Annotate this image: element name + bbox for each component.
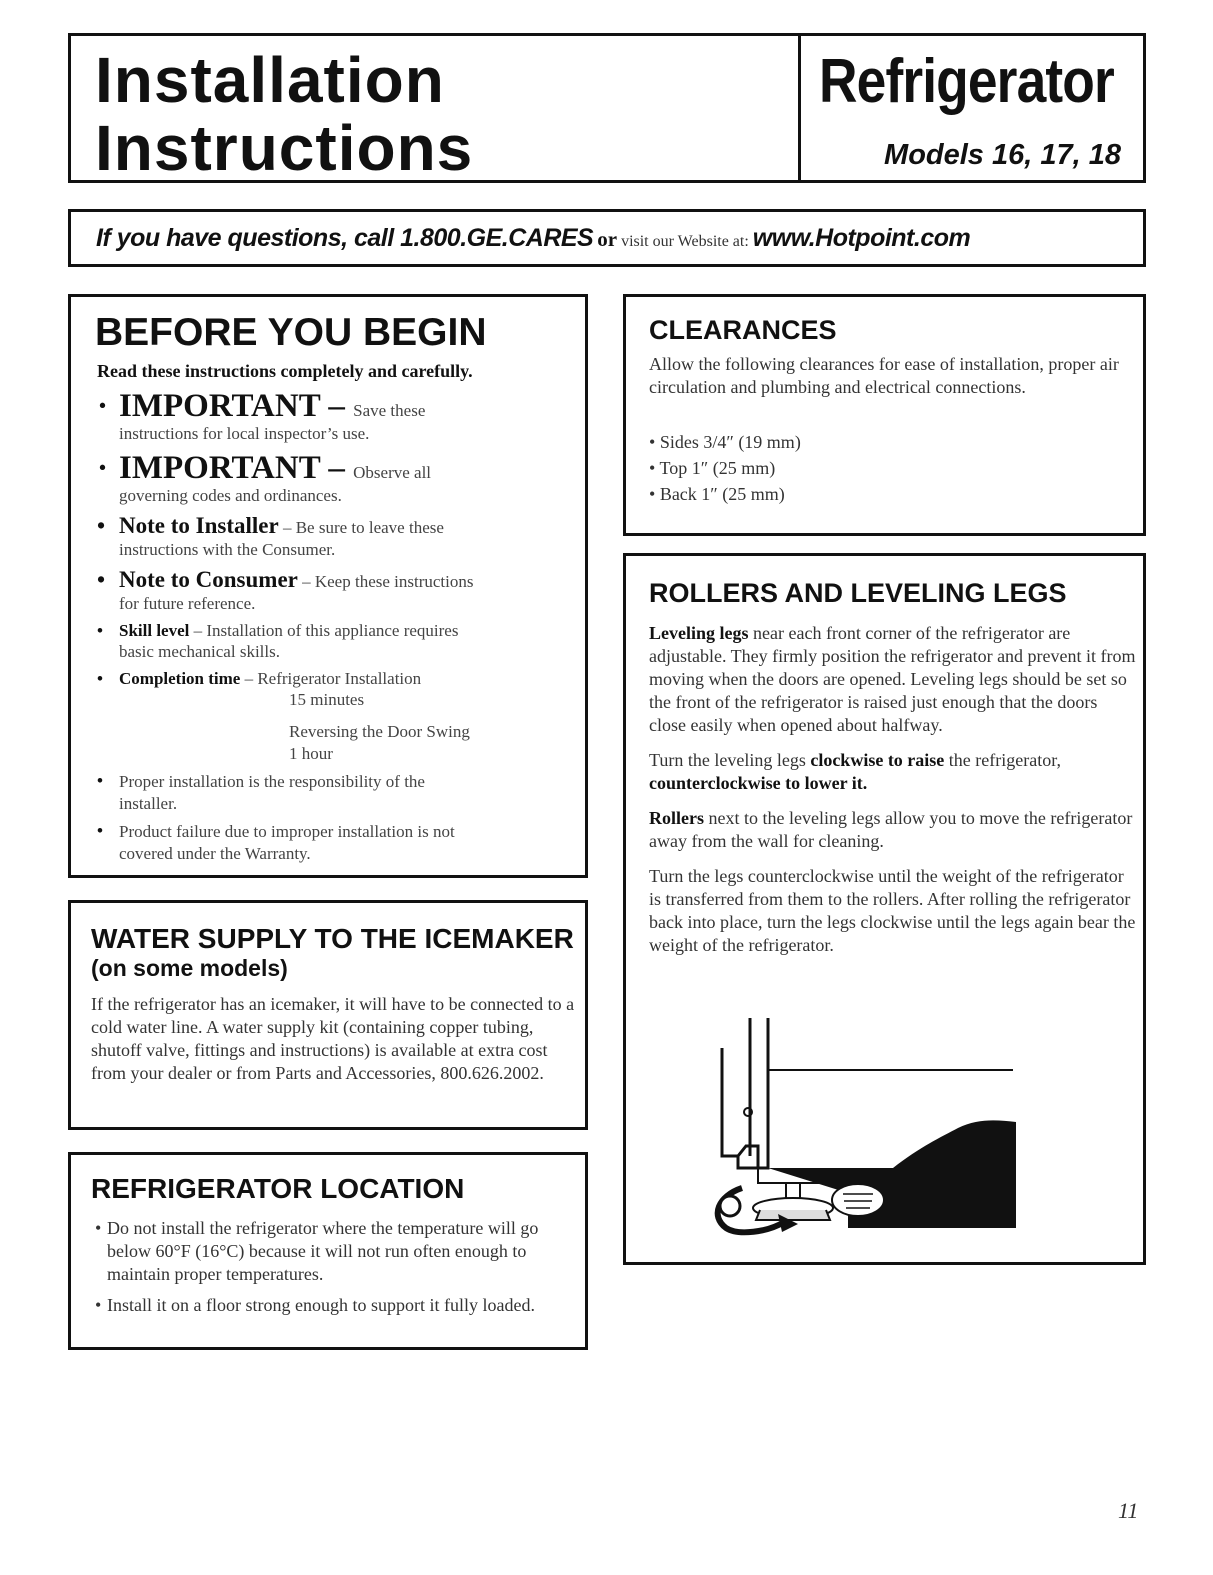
bullet-icon: · (97, 450, 109, 486)
proper-line-1: Proper installation is the responsibility of the (119, 772, 425, 791)
leveling-legs-term: Leveling legs (649, 623, 749, 643)
section-heading: CLEARANCES (649, 315, 837, 345)
list-item: • Sides 3/4″ (19 mm) (649, 432, 801, 452)
title-line-1: Installation (95, 44, 445, 116)
raise-direction: clockwise to raise (810, 750, 945, 770)
section-heading: BEFORE YOU BEGIN (95, 311, 487, 354)
paragraph-text: Turn the legs counterclockwise until the weight of the refrigerator is transferred from them to the rollers. After rolling the refrigerator back into place, turn the legs clockwise until the legs again bear the weight of the refrigerator. (649, 866, 1136, 955)
skill-label: Skill level (119, 621, 190, 640)
section-subheading: (on some models) (91, 955, 288, 981)
contact-phone-text: If you have questions, call 1.800.GE.CARES (96, 224, 594, 252)
bullet-icon: • (97, 821, 103, 840)
paragraph-text: the refrigerator, (944, 750, 1062, 770)
important-tail: Save these (353, 401, 426, 420)
product-name: Refrigerator (819, 47, 1114, 116)
list-item: • Top 1″ (25 mm) (649, 458, 776, 478)
location-list (95, 1217, 575, 1325)
consumer-label: Note to Consumer (119, 567, 298, 592)
list-item (97, 389, 567, 445)
installer-continuation: instructions with the Consumer. (119, 540, 336, 559)
contact-visit-text: visit our Website at: (621, 233, 749, 250)
water-supply-text: If the refrigerator has an icemaker, it will have to be connected to a cold water line. A water supply kit (containing copper tubing, shutoff valve, fittings and instructions) is available at extra cost from your dealer or from Parts and Accessories, 800.626.2002. (91, 994, 575, 1083)
product-panel (801, 36, 1143, 180)
consumer-tail: – Keep these instructions (297, 572, 474, 591)
website-link[interactable]: www.Hotpoint.com (752, 224, 971, 252)
list-item: • Back 1″ (25 mm) (649, 484, 785, 504)
paragraph (649, 622, 1136, 737)
list-item (95, 1217, 575, 1286)
clearance-back: Back 1″ (25 mm) (659, 484, 785, 504)
important-dash: – (320, 388, 354, 424)
proper-line-2: installer. (119, 794, 178, 813)
list-item (97, 567, 567, 615)
location-item-text: Install it on a floor strong enough to support it fully loaded. (107, 1295, 535, 1315)
before-list (97, 389, 567, 871)
list-item (97, 771, 567, 815)
refrigerator-location-section (68, 1152, 588, 1350)
installer-tail: – Be sure to leave these (278, 518, 444, 537)
important-continuation: instructions for local inspector’s use. (119, 424, 370, 443)
section-subheading: Read these instructions completely and carefully. (97, 361, 473, 381)
rollers-leveling-section (623, 553, 1146, 1265)
important-continuation: governing codes and ordinances. (119, 486, 342, 505)
completion-task-2: Reversing the Door Swing (289, 722, 470, 741)
section-heading: REFRIGERATOR LOCATION (91, 1173, 465, 1204)
list-item (97, 513, 567, 561)
clearances-list (649, 431, 1129, 509)
leveling-leg-illustration (698, 1018, 1058, 1243)
lower-direction: counterclockwise to lower it (649, 773, 863, 793)
list-item (97, 621, 567, 663)
paragraph (649, 749, 1136, 795)
paragraph (649, 865, 1136, 957)
page-number: 11 (1118, 1498, 1139, 1523)
clearances-text: Allow the following clearances for ease of installation, proper air circulation and plumbing and electrical connections. (649, 354, 1119, 397)
list-item (97, 451, 567, 507)
paragraph-text: . (862, 773, 868, 793)
paragraph (649, 807, 1136, 853)
bullet-icon: • (97, 567, 106, 592)
title-line-2: Instructions (95, 112, 474, 184)
bullet-icon: • (97, 669, 103, 688)
contact-bar (68, 209, 1146, 267)
paragraph-text: Turn the leveling legs (649, 750, 811, 770)
section-heading: WATER SUPPLY TO THE ICEMAKER (91, 923, 574, 954)
bullet-icon: • (95, 1295, 102, 1315)
important-dash: – (320, 450, 354, 486)
completion-tail: – Refrigerator Installation (240, 669, 422, 688)
important-label: IMPORTANT (119, 388, 321, 424)
clearances-section (623, 294, 1146, 536)
completion-label: Completion time (119, 669, 241, 688)
clearance-sides: Sides 3/4″ (19 mm) (659, 432, 801, 452)
location-item-text: Do not install the refrigerator where the temperature will go below 60°F (16°C) because it will not run often enough to maintain proper temperatures. (107, 1218, 539, 1284)
section-heading: ROLLERS AND LEVELING LEGS (649, 578, 1067, 608)
skill-tail: – Installation of this appliance requires (189, 621, 459, 640)
clearance-top: Top 1″ (25 mm) (659, 458, 776, 478)
water-supply-section (68, 900, 588, 1130)
bullet-icon: • (95, 1218, 102, 1238)
title-panel (71, 36, 801, 184)
contact-line (96, 224, 970, 253)
paragraph-text: near each front corner of the refrigerator are adjustable. They firmly position the refrigerator and prevent it from moving when the doors are opened. Leveling legs should be set so the front of the refrigerator is raised just enough that the doors close easily when opened about halfway. (649, 623, 1136, 735)
list-item (95, 1294, 575, 1317)
important-label: IMPORTANT (119, 450, 321, 486)
paragraph-text: next to the leveling legs allow you to move the refrigerator away from the wall for cleaning. (649, 808, 1133, 851)
bullet-icon: · (97, 388, 109, 424)
completion-time-2: 1 hour (289, 744, 333, 763)
bullet-icon: • (97, 771, 103, 790)
consumer-continuation: for future reference. (119, 594, 256, 613)
important-tail: Observe all (353, 463, 432, 482)
bullet-icon: • (97, 513, 106, 538)
installer-label: Note to Installer (119, 513, 279, 538)
failure-line-1: Product failure due to improper installation is not (119, 822, 455, 841)
list-item (97, 669, 567, 765)
before-you-begin-section (68, 294, 588, 878)
document-header (68, 33, 1146, 183)
rollers-text (649, 622, 1136, 969)
failure-line-2: covered under the Warranty. (119, 844, 311, 863)
list-item (97, 821, 567, 865)
completion-time-1: 15 minutes (289, 690, 365, 709)
bullet-icon: • (97, 621, 103, 640)
skill-continuation: basic mechanical skills. (119, 642, 280, 661)
contact-or: or (597, 227, 618, 251)
model-numbers: Models 16, 17, 18 (884, 139, 1121, 171)
rollers-term: Rollers (649, 808, 704, 828)
